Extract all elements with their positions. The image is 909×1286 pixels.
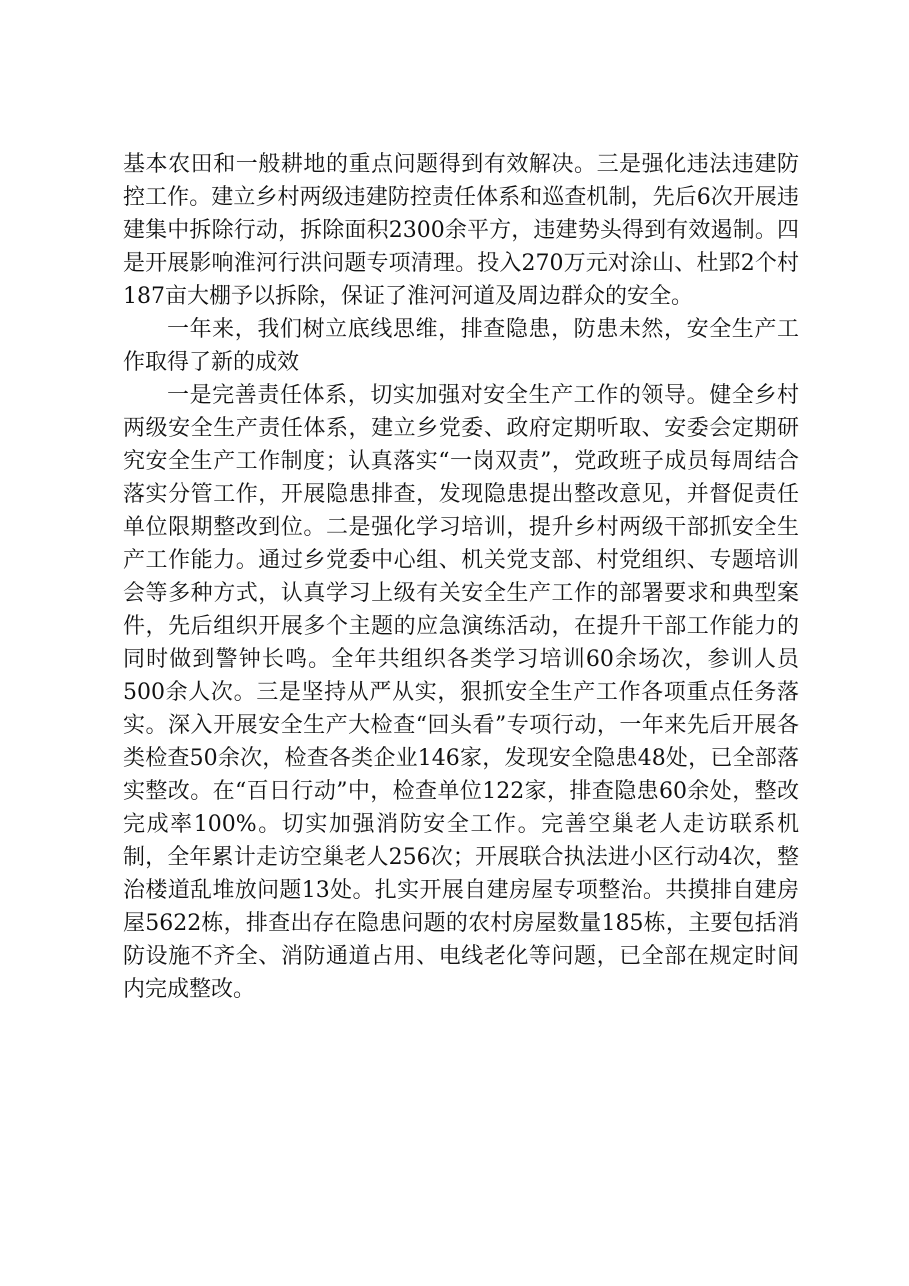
paragraph-illegal-construction: 基本农田和一般耕地的重点问题得到有效解决。三是强化违法违建防控工作。建立乡村两级违建防控责任体系和巡查机制，先后6次开展违建集中拆除行动，拆除面积2300余平方，违建势头得到有效遏制。四是开展影响淮河行洪问题专项清理。投入270万元对涂山、杜郢2个村187亩大棚予以拆除，保证了淮河河道及周边群众的安全。	[123, 152, 799, 309]
document-body	[123, 148, 799, 1006]
paragraph-safety-details: 一是完善责任体系，切实加强对安全生产工作的领导。健全乡村两级安全生产责任体系，建立乡党委、政府定期听取、安委会定期研究安全生产工作制度；认真落实“一岗双责”，党政班子成员每周结合落实分管工作，开展隐患排查，发现隐患提出整改意见，并督促责任单位限期整改到位。二是强化学习培训，提升乡村两级干部抓安全生产工作能力。通过乡党委中心组、机关党支部、村党组织、专题培训会等多种方式，认真学习上级有关安全生产工作的部署要求和典型案件，先后组织开展多个主题的应急演练活动，在提升干部工作能力的同时做到警钟长鸣。全年共组织各类学习培训60余场次，参训人员500余人次。三是坚持从严从实，狠抓安全生产工作各项重点任务落实。深入开展安全生产大检查“回头看”专项行动，一年来先后开展各类检查50余次，检查各类企业146家，发现安全隐患48处，已全部落实整改。在“百日行动”中，检查单位122家，排查隐患60余处，整改完成率100%。切实加强消防安全工作。完善空巢老人走访联系机制，全年累计走访空巢老人256次；开展联合执法进小区行动4次，整治楼道乱堆放问题13处。扎实开展自建房屋专项整治。共摸排自建房屋5622栋，排查出存在隐患问题的农村房屋数量185栋，主要包括消防设施不齐全、消防通道占用、电线老化等问题，已全部在规定时间内完成整改。	[123, 383, 799, 1002]
paragraph-safety-summary: 一年来，我们树立底线思维，排查隐患，防患未然，安全生产工作取得了新的成效	[123, 317, 799, 375]
